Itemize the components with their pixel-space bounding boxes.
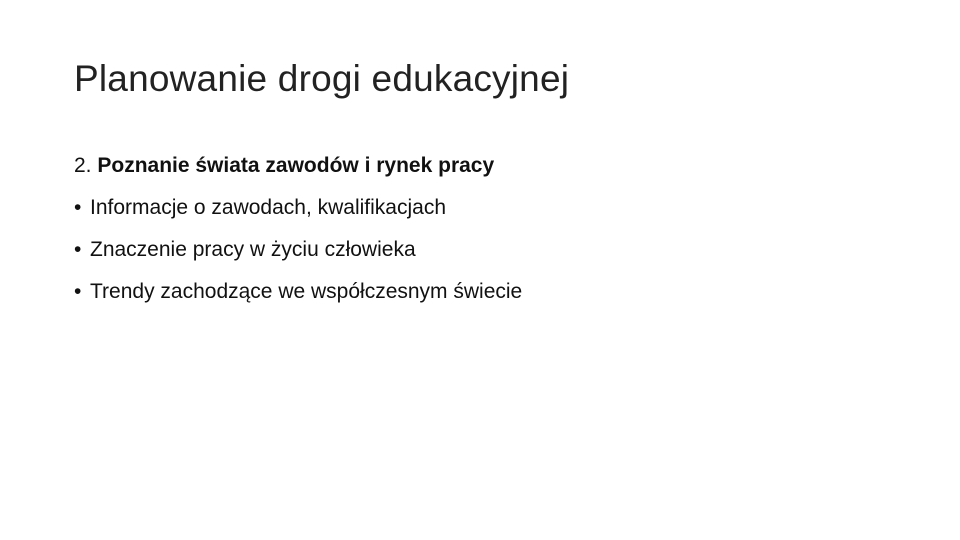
bullet-item bbox=[74, 187, 522, 229]
slide-title: Planowanie drogi edukacyjnej bbox=[74, 58, 570, 99]
bullet-item bbox=[74, 229, 522, 271]
bullet-text: Znaczenie pracy w życiu człowieka bbox=[90, 238, 416, 261]
bullet-icon: • bbox=[74, 280, 82, 303]
section-heading bbox=[74, 145, 522, 187]
slide-body bbox=[74, 145, 522, 313]
bullet-text: Trendy zachodzące we współczesnym świecie bbox=[90, 280, 523, 303]
section-number: 2. bbox=[74, 154, 92, 177]
bullet-icon: • bbox=[74, 238, 82, 261]
bullet-text: Informacje o zawodach, kwalifikacjach bbox=[90, 196, 446, 219]
bullet-item bbox=[74, 271, 522, 313]
bullet-icon: • bbox=[74, 196, 82, 219]
section-heading-text: Poznanie świata zawodów i rynek pracy bbox=[97, 154, 495, 177]
